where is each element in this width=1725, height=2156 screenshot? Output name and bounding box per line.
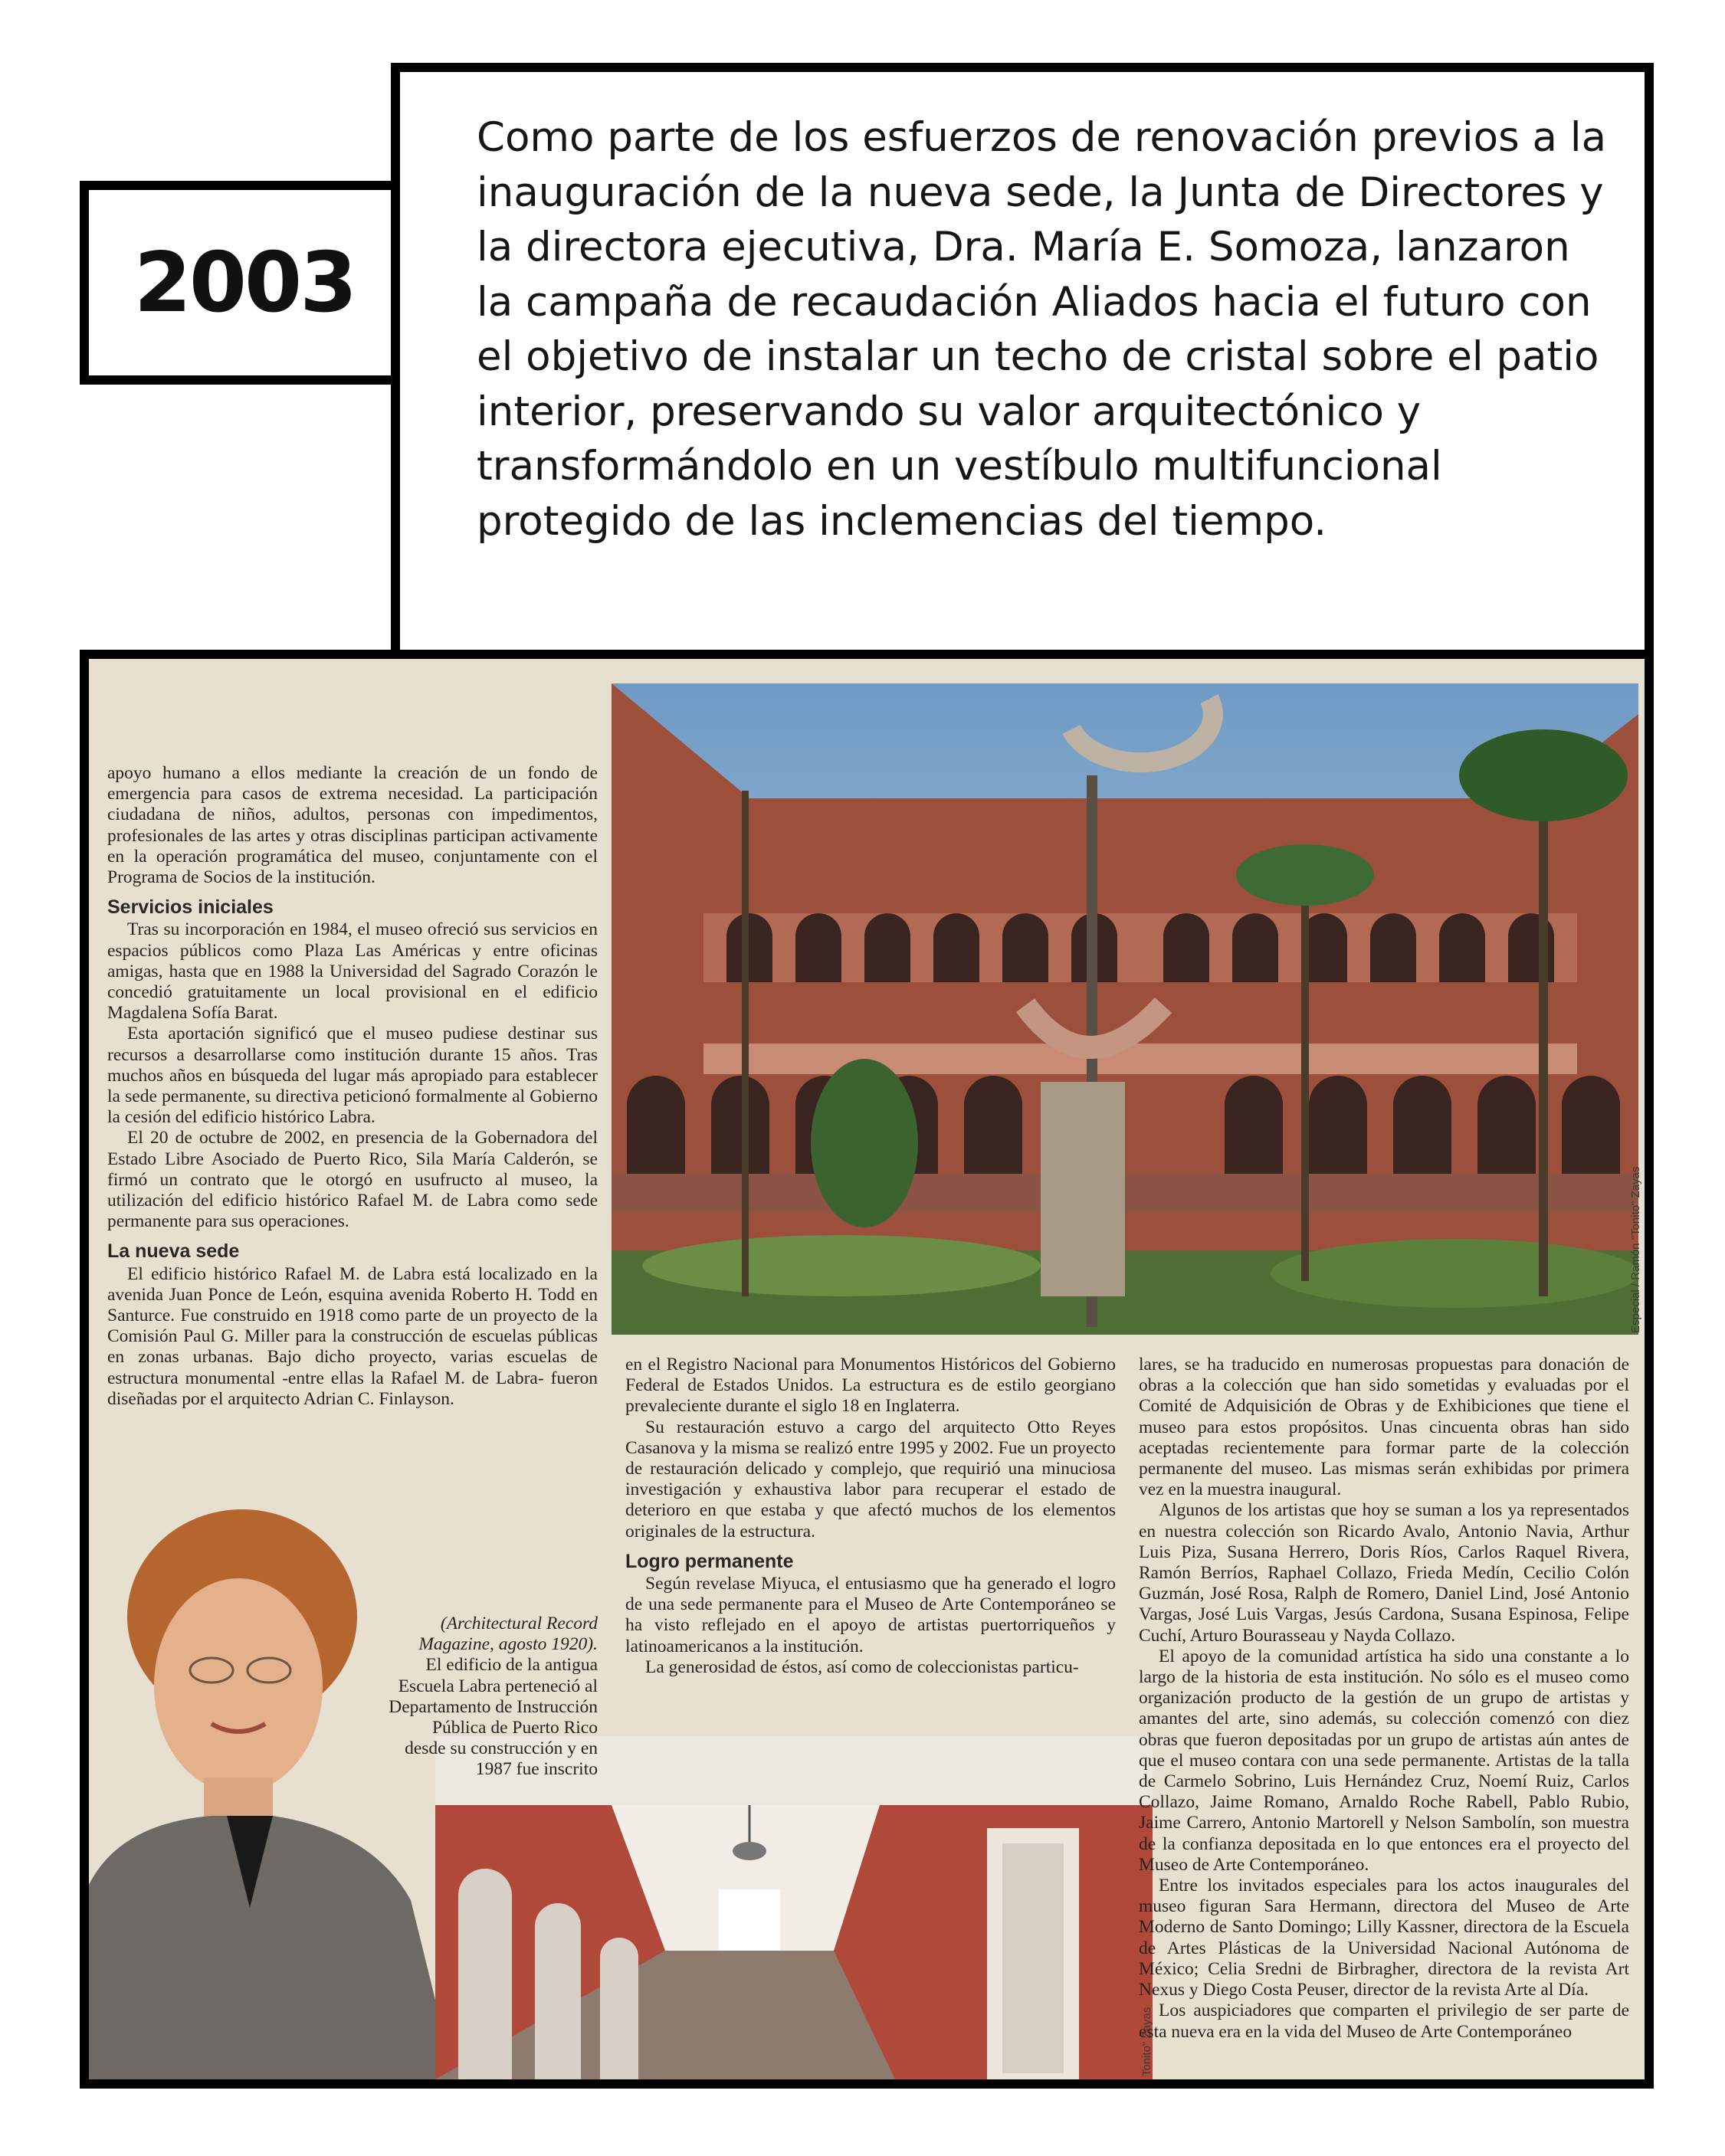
year-label: 2003 xyxy=(133,234,356,331)
article-column-1-lower xyxy=(388,1614,598,1781)
paragraph: Su restauración estuvo a cargo del arquitecto Otto Reyes Casanova y la misma se realizó entre 1995 y 2002. Fue un proyecto de restauración delicado y complejo, que requirió una minuciosa investigación y exhaustiva labor para recuperar el estado de deterioro en que estaba y que afectó muchos de los elementos originales de la estructura. xyxy=(625,1417,1116,1542)
article-column-3 xyxy=(1139,1355,1629,2078)
section-heading: La nueva sede xyxy=(107,1240,240,1263)
paragraph: lares, se ha traducido en numerosas propuestas para donación de obras a la colección que han sido sometidas y evaluadas por el Comité de Adquisición de Obras y de Exhibiciones que tiene el museo para estos propósitos. Unas cincuenta obras han sido aceptadas recientemente para formar parte de la colección permanente del museo. Las mismas serán exhibidas por primera vez en la muestra inaugural. xyxy=(1139,1355,1629,1500)
courtyard-photo xyxy=(612,683,1638,1335)
article-column-2 xyxy=(625,1355,1116,1678)
paragraph: Según revelase Miyuca, el entusiasmo que ha generado el logro de una sede permanente para el Museo de Arte Contemporáneo se ha visto reflejado en el apoyo de artistas puertorriqueños y latinoamericanos a la institución. xyxy=(625,1574,1116,1656)
paragraph: El 20 de octubre de 2002, en presencia de la Gobernadora del Estado Libre Asociado de Puerto Rico, Sila María Calderón, se firmó un contrato que le otorgó en usufructo al museo, la utilización del edificio histórico Rafael M. de Labra como sede permanente para sus operaciones. xyxy=(107,1128,598,1232)
courtyard-photo-credit: Especial / Ramón "Tonito" Zayas xyxy=(1629,1166,1642,1333)
section-heading: Servicios iniciales xyxy=(107,896,274,919)
paragraph: apoyo humano a ellos mediante la creación de un fondo de emergencia para casos de extrema necesidad. La participación ciudadana de niños, adultos, personas con impedimentos, profesionales de las artes y otras disciplinas participan activamente en la operación programática del museo, conjuntamente con el Programa de Socios de la institución. xyxy=(107,763,598,888)
paragraph: Tras su incorporación en 1984, el museo ofreció sus servicios en espacios públicos como Plaza Las Américas y entre oficinas amigas, hasta que en 1988 la Universidad del Sagrado Corazón le concedió gratuitamente un local provisional en el edificio Magdalena Sofía Barat. xyxy=(107,919,598,1024)
paragraph: Los auspiciadores que comparten el privilegio de ser parte de esta nueva era en la vida del Museo de Arte Contemporáneo xyxy=(1139,2000,1629,2042)
corridor-photo xyxy=(435,1736,1153,2079)
citation: (Architectural Record Magazine, agosto 1920). xyxy=(418,1614,598,1655)
paragraph: El apoyo de la comunidad artística ha sido una constante a lo largo de la historia de esta institución. No sólo es el museo como organización producto de la gestión de un grupo de artistas y amantes del arte, sino además, su colección comenzó con diez obras que fueron depositadas por un grupo de artistas aún antes de que el museo contara con una sede permanente. Artistas de la talla de Carmelo Sobrino, Luis Hernández Cruz, Noemí Ruiz, Carlos Collazo, Jaime Romano, Arnaldo Roche Rabell, Pablo Rubio, Jaime Carrero, Antonio Martorell y Nelson Sambolín, son muestra de la confianza depositada en lo que entonces era el proyecto del Museo de Arte Contemporáneo. xyxy=(1139,1646,1629,1875)
paragraph: El edificio de la antigua Escuela Labra perteneció al Departamento de Instrucción Pública de Puerto Rico desde su construcción y en 1987 fue inscrito xyxy=(389,1655,598,1780)
paragraph: La generosidad de éstos, así como de coleccionistas particu- xyxy=(645,1656,1079,1677)
intro-text-box xyxy=(391,63,1654,668)
year-box xyxy=(80,181,409,385)
paragraph: El edificio histórico Rafael M. de Labra está localizado en la avenida Juan Ponce de León, esquina avenida Roberto H. Todd en Santurce. Fue construido en 1918 como parte de un proyecto de la Comisión Paul G. Miller para la construcción de escuelas públicas en zonas urbanas. Bajo dicho proyecto, varias escuelas de estructura monumental -entre ellas la Rafael M. de Labra- fueron diseñadas por el arquitecto Adrian C. Finlayson. xyxy=(107,1263,598,1409)
newspaper-clipping xyxy=(80,650,1654,2089)
section-heading: Logro permanente xyxy=(625,1550,794,1572)
article-column-1 xyxy=(107,763,598,1410)
paragraph: en el Registro Nacional para Monumentos Históricos del Gobierno Federal de Estados Unidos. La estructura es de estilo georgiano prevaleciente durante el siglo 18 en Inglaterra. xyxy=(625,1355,1116,1417)
clipping-paper xyxy=(89,659,1645,2079)
corridor-photo-credit: Tonito" Zayas xyxy=(1140,2007,1153,2076)
paragraph: Esta aportación significó que el museo pudiese destinar sus recursos a desarrollarse como institución durante 15 años. Tras muchos años en búsqueda del lugar más apropiado para establecer la sede permanente, su directiva peticionó formalmente al Gobierno la cesión del edificio histórico Labra. xyxy=(107,1024,598,1128)
intro-paragraph: Como parte de los esfuerzos de renovación previos a la inauguración de la nueva sede, la Junta de Directores y la directora ejecutiva, Dra. María E. Somoza, lanzaron la campaña de recaudación Aliados hacia el futuro con el objetivo de instalar un techo de cristal sobre el patio interior, preservando su valor arquitectónico y transformándolo en un vestíbulo multifuncional protegido de las inclemencias del tiempo. xyxy=(477,114,1607,545)
paragraph: Algunos de los artistas que hoy se suman a los ya representados en nuestra colección son Ricardo Avalo, Antonio Navia, Arthur Luis Piza, Susana Herrero, Doris Ríos, Carlos Raquel Rivera, Ramón Berríos, Raphael Collazo, Frieda Medín, Cecilio Colón Guzmán, José Rosa, Ralph de Romero, Daniel Lind, José Antonio Vargas, José Luis Vargas, Jesús Cardona, Susana Espinosa, Felipe Cuchí, Arturo Bourasseau y Nayda Collazo. xyxy=(1139,1500,1629,1646)
paragraph: Entre los invitados especiales para los actos inaugurales del museo figuran Sara Hermann, directora del Museo de Arte Moderno de Santo Domingo; Lilly Kassner, directora de la Escuela de Artes Plásticas de la Universidad Nacional Autónoma de México; Celia Sredni de Birbragher, directora de la revista Art Nexus y Diego Costa Peuser, director de la revista Arte al Día. xyxy=(1139,1876,1629,2000)
